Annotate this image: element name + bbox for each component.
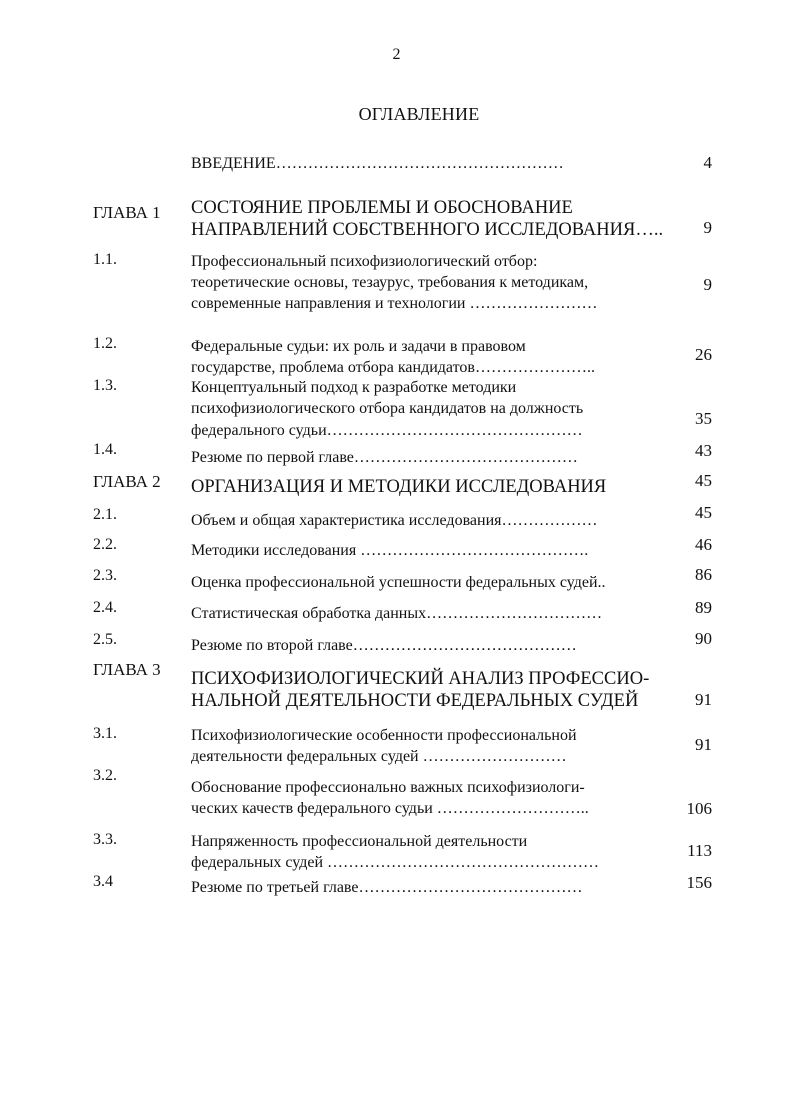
toc-section-1-2-page: 26 [695, 345, 712, 364]
toc-section-2-3-label: 2.3. [93, 567, 117, 584]
toc-section-1-3-line-2: психофизиологического отбора кандидатов на должность [191, 400, 584, 417]
toc-chapter-2-text: ОРГАНИЗАЦИЯ И МЕТОДИКИ ИССЛЕДОВАНИЯ [191, 477, 607, 497]
toc-section-2-5-text: Резюме по второй главе…………………………………… [191, 637, 577, 654]
toc-section-1-4-page: 43 [695, 441, 712, 460]
page-number: 2 [392, 46, 401, 63]
toc-section-1-1-line-2: теоретические основы, тезаурус, требования к методикам, [191, 274, 589, 291]
toc-section-3-3-page: 113 [687, 841, 712, 860]
toc-section-2-5-label: 2.5. [93, 631, 117, 648]
toc-section-1-4-text: Резюме по первой главе…………………………………… [191, 449, 578, 466]
toc-section-3-3-line-1: Напряженность профессиональной деятельности [191, 833, 528, 850]
toc-chapter-3-line-1: ПСИХОФИЗИОЛОГИЧЕСКИЙ АНАЛИЗ ПРОФЕССИО- [191, 669, 650, 689]
toc-section-2-3-text: Оценка профессиональной успешности федеральных судей.. [191, 574, 606, 591]
toc-chapter-1-line-2: НАПРАВЛЕНИЙ СОБСТВЕННОГО ИССЛЕДОВАНИЯ….. [191, 220, 664, 240]
toc-chapter-1-line-1: СОСТОЯНИЕ ПРОБЛЕМЫ И ОБОСНОВАНИЕ [191, 198, 573, 218]
toc-section-2-2-page: 46 [695, 535, 712, 554]
toc-section-1-4-label: 1.4. [93, 441, 117, 458]
toc-section-3-1-page: 91 [695, 735, 712, 754]
toc-section-1-3-line-1: Концептуальный подход к разработке методики [191, 379, 517, 396]
toc-entry-intro-text: ВВЕДЕНИЕ……………………………………………… [191, 155, 564, 172]
toc-section-1-1-line-3: современные направления и технологии …………………… [191, 295, 598, 312]
toc-section-1-1-label: 1.1. [93, 251, 117, 268]
toc-chapter-3-page: 91 [695, 690, 712, 709]
toc-chapter-1-page: 9 [703, 218, 712, 237]
toc-section-2-2-text: Методики исследования ……………………………………. [191, 542, 589, 559]
toc-section-2-4-label: 2.4. [93, 599, 117, 616]
toc-chapter-2-label: ГЛАВА 2 [93, 472, 161, 491]
toc-section-2-4-text: Статистическая обработка данных…………………………… [191, 605, 603, 622]
toc-section-3-2-line-1: Обоснование профессионально важных психофизиологи- [191, 779, 585, 796]
toc-section-3-2-line-2: ческих качеств федерального судьи ……………………….. [191, 800, 589, 817]
toc-chapter-3-line-2: НАЛЬНОЙ ДЕЯТЕЛЬНОСТИ ФЕДЕРАЛЬНЫХ СУДЕЙ [191, 691, 639, 711]
toc-section-1-2-line-2: государстве, проблема отбора кандидатов………………….. [191, 359, 595, 376]
toc-section-3-2-label: 3.2. [93, 767, 117, 784]
toc-section-1-3-label: 1.3. [93, 377, 117, 394]
toc-section-2-2-label: 2.2. [93, 536, 117, 553]
toc-section-3-4-text: Резюме по третьей главе…………………………………… [191, 879, 583, 896]
toc-section-1-1-line-1: Профессиональный психофизиологический отбор: [191, 253, 538, 270]
toc-section-3-4-label: 3.4 [93, 873, 113, 890]
toc-chapter-2-page: 45 [695, 471, 712, 490]
toc-section-3-1-label: 3.1. [93, 725, 117, 742]
page-title: ОГЛАВЛЕНИЕ [358, 104, 480, 124]
toc-section-2-1-text: Объем и общая характеристика исследования……………… [191, 512, 598, 529]
toc-section-1-3-line-3: федерального судьи………………………………………… [191, 422, 583, 439]
toc-section-3-1-line-1: Психофизиологические особенности профессиональной [191, 727, 577, 744]
toc-section-3-3-label: 3.3. [93, 831, 117, 848]
toc-section-3-1-line-2: деятельности федеральных судей ……………………… [191, 748, 567, 765]
toc-chapter-1-label: ГЛАВА 1 [93, 203, 161, 222]
toc-section-2-3-page: 86 [695, 565, 712, 584]
toc-entry-intro-page: 4 [703, 153, 712, 172]
toc-section-3-2-page: 106 [686, 799, 712, 818]
toc-section-1-2-label: 1.2. [93, 335, 117, 352]
toc-section-3-3-line-2: федеральных судей …………………………………………… [191, 854, 600, 871]
toc-section-2-4-page: 89 [695, 598, 712, 617]
toc-section-3-4-page: 156 [686, 873, 712, 892]
toc-section-2-1-page: 45 [695, 503, 712, 522]
toc-section-1-1-page: 9 [703, 275, 712, 294]
toc-section-1-2-line-1: Федеральные судьи: их роль и задачи в правовом [191, 338, 526, 355]
toc-chapter-3-label: ГЛАВА 3 [93, 660, 161, 679]
toc-section-2-1-label: 2.1. [93, 506, 117, 523]
toc-section-2-5-page: 90 [695, 629, 712, 648]
toc-section-1-3-page: 35 [695, 409, 712, 428]
